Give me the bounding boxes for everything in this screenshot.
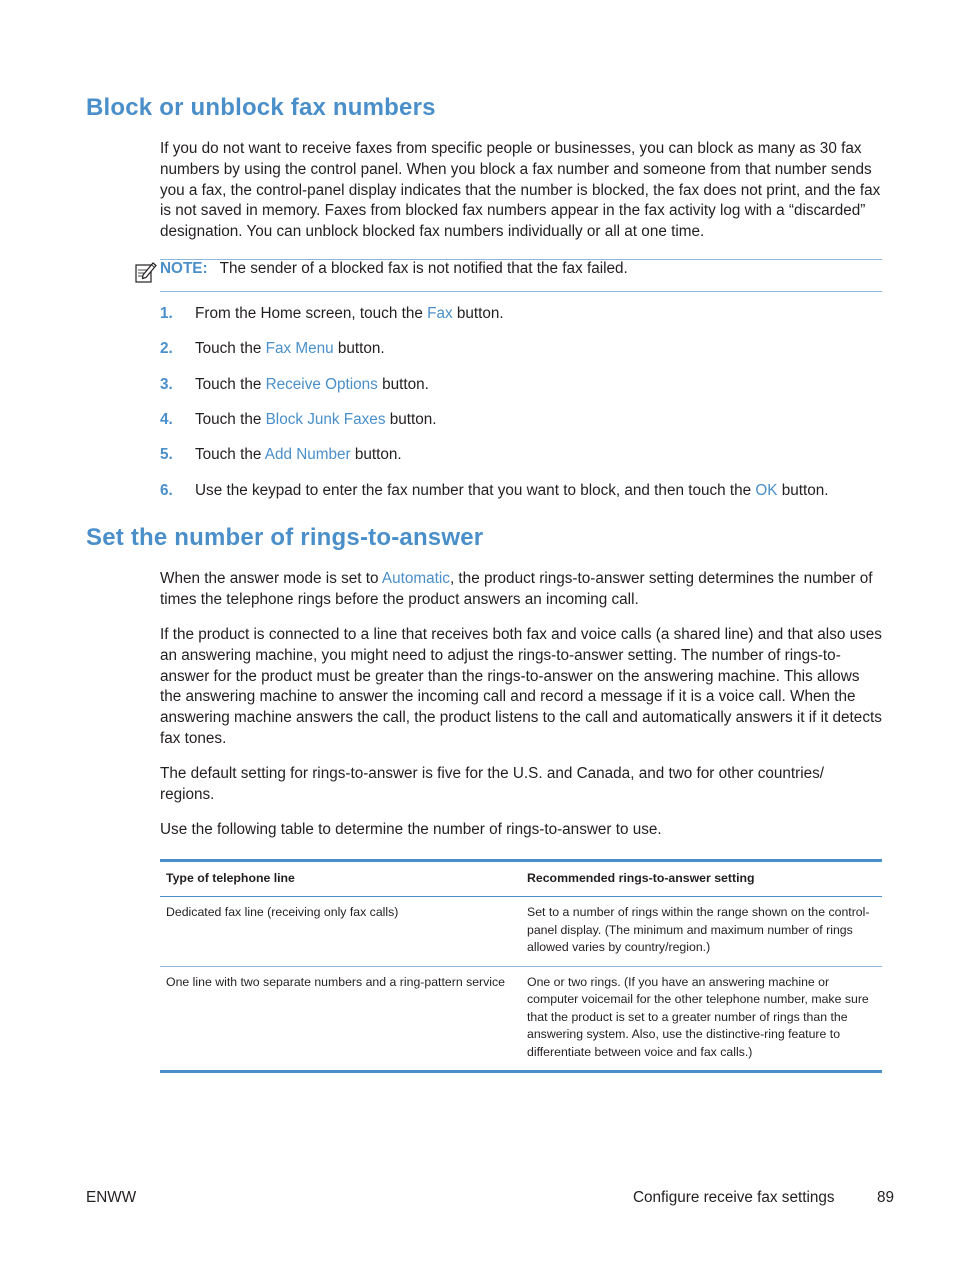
footer-page-number: 89 bbox=[877, 1189, 895, 1206]
step-text-before: Use the keypad to enter the fax number that you want to block, and then touch the bbox=[195, 482, 756, 499]
table-intro-paragraph: Use the following table to determine the number of rings-to-answer to use. bbox=[160, 821, 662, 838]
section-heading-block-fax: Block or unblock fax numbers bbox=[86, 94, 436, 121]
footer-section-title: Configure receive fax settings bbox=[633, 1189, 835, 1206]
note-text-line bbox=[160, 259, 628, 279]
rings-intro-after: , the product rings-to-answer setting determines the number of times the telephone rings before the product answers an incoming call. bbox=[160, 570, 873, 608]
table-cell: Dedicated fax line (receiving only fax calls) bbox=[160, 897, 521, 967]
step-text bbox=[195, 375, 429, 395]
footer-left: ENWW bbox=[86, 1189, 137, 1206]
default-setting-paragraph: The default setting for rings-to-answer is five for the U.S. and Canada, and two for other countries/ regions. bbox=[160, 765, 825, 803]
note-pencil-icon bbox=[134, 260, 158, 284]
step-number: 5. bbox=[160, 446, 173, 463]
step-number: 6. bbox=[160, 482, 173, 499]
rings-to-answer-table bbox=[160, 859, 882, 1073]
step-text-after: button. bbox=[377, 376, 429, 393]
step-link-fax[interactable]: Fax bbox=[427, 305, 453, 322]
table-header-cell: Recommended rings-to-answer setting bbox=[521, 861, 882, 897]
table-cell: One or two rings. (If you have an answering machine or computer voicemail for the other telephone number, make sure that the product is set to a greater number of rings than the answering system. Also, use the distinctive-ring feature to differentiate between voice and fax calls.) bbox=[521, 966, 882, 1072]
step-link-block-junk-faxes[interactable]: Block Junk Faxes bbox=[265, 411, 386, 428]
step-text-before: Touch the bbox=[195, 340, 266, 357]
step-text-before: From the Home screen, touch the bbox=[195, 305, 428, 322]
step-number: 1. bbox=[160, 305, 173, 322]
note-bottom-rule bbox=[160, 291, 882, 292]
section-heading-rings-to-answer: Set the number of rings-to-answer bbox=[86, 524, 484, 551]
step-text-after: button. bbox=[350, 446, 402, 463]
note-callout bbox=[134, 259, 882, 291]
rings-intro-before: When the answer mode is set to bbox=[160, 570, 382, 587]
step-number: 2. bbox=[160, 340, 173, 357]
step-number: 4. bbox=[160, 411, 173, 428]
step-text bbox=[195, 445, 402, 465]
note-label: NOTE: bbox=[160, 260, 208, 277]
step-text bbox=[195, 410, 437, 430]
step-link-fax-menu[interactable]: Fax Menu bbox=[265, 340, 334, 357]
automatic-link[interactable]: Automatic bbox=[381, 570, 450, 587]
shared-line-paragraph: If the product is connected to a line that receives both fax and voice calls (a shared line) and that also uses an answering machine, you might need to adjust the rings-to-answer setting. The number of rings-to-answer for the product must be greater than the rings-to-answer on the answering machine. This allows the answering machine to answer the incoming call and record a message if it is a voice call. When the answering machine answers the call, the product listens to the call and automatically answers it if it detects fax tones. bbox=[160, 626, 882, 747]
step-text-after: button. bbox=[333, 340, 385, 357]
step-text-after: button. bbox=[452, 305, 504, 322]
table-row bbox=[160, 897, 882, 967]
rings-intro-paragraph bbox=[160, 569, 882, 611]
table-row bbox=[160, 966, 882, 1072]
block-fax-intro-paragraph: If you do not want to receive faxes from specific people or businesses, you can block as many as 30 fax numbers by using the control panel. When you block a fax number and someone from that number sends you a fax, the control-panel display indicates that the number is blocked, the fax does not print, and the fax is not saved in memory. Faxes from blocked fax numbers appear in the fax activity log with a “discarded” designation. You can unblock blocked fax numbers individually or all at one time. bbox=[160, 140, 881, 241]
step-text bbox=[195, 481, 829, 501]
note-text: The sender of a blocked fax is not notified that the fax failed. bbox=[219, 260, 628, 277]
step-text bbox=[195, 339, 385, 359]
step-text bbox=[195, 304, 504, 324]
table-header-row bbox=[160, 861, 882, 897]
step-number: 3. bbox=[160, 376, 173, 393]
step-link-ok[interactable]: OK bbox=[755, 482, 778, 499]
table-cell: Set to a number of rings within the range shown on the control-panel display. (The minimum and maximum number of rings allowed varies by country/region.) bbox=[521, 897, 882, 967]
table-header-cell: Type of telephone line bbox=[160, 861, 521, 897]
step-link-add-number[interactable]: Add Number bbox=[264, 446, 351, 463]
step-text-after: button. bbox=[777, 482, 829, 499]
step-text-after: button. bbox=[385, 411, 437, 428]
step-text-before: Touch the bbox=[195, 376, 266, 393]
table-cell: One line with two separate numbers and a ring-pattern service bbox=[160, 966, 521, 1072]
step-text-before: Touch the bbox=[195, 446, 265, 463]
step-text-before: Touch the bbox=[195, 411, 266, 428]
step-link-receive-options[interactable]: Receive Options bbox=[265, 376, 378, 393]
